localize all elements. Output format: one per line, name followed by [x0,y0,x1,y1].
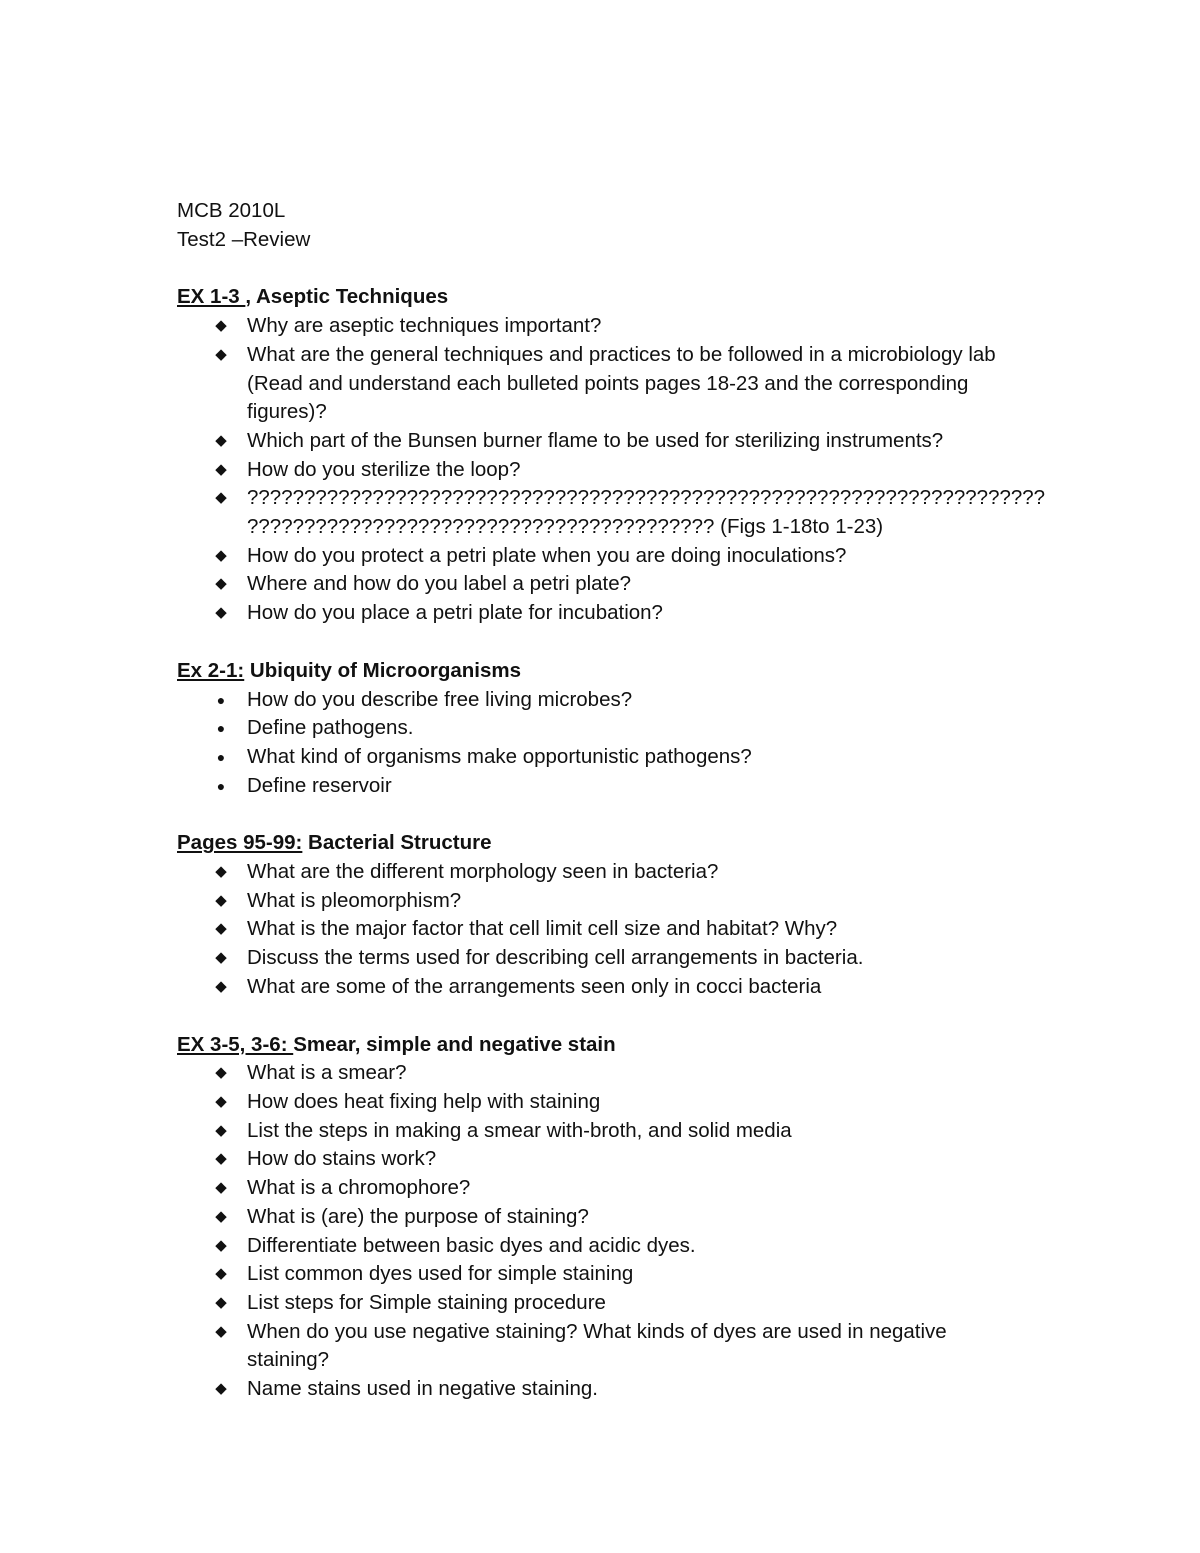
question-text: Which part of the Bunsen burner flame to be used for sterilizing instruments? [247,428,944,452]
question-list [177,312,1057,628]
section-smear-staining [177,1031,1057,1404]
list-item [177,1318,1057,1375]
diamond-bullet-icon: ◆ [215,1322,227,1340]
section-heading [177,283,1057,312]
diamond-bullet-icon: ◆ [215,1207,227,1225]
list-item [177,1232,1057,1261]
diamond-bullet-icon: ◆ [215,1293,227,1311]
diamond-bullet-icon: ◆ [215,863,227,881]
list-item [177,1375,1057,1404]
question-text: What are some of the arrangements seen only in cocci bacteria [247,974,822,998]
question-text: What is the major factor that cell limit cell size and habitat? Why? [247,917,838,941]
question-text: Discuss the terms used for describing cell arrangements in bacteria. [247,946,864,970]
list-item [177,312,1057,341]
section-title: Smear, simple and negative stain [293,1032,616,1056]
question-text: List the steps in making a smear with-broth, and solid media [247,1118,792,1142]
question-text: How do you protect a petri plate when you are doing inoculations? [247,543,847,567]
diamond-bullet-icon: ◆ [215,1380,227,1398]
dot-bullet-icon: ● [216,720,226,737]
question-text: Why are aseptic techniques important? [247,314,602,338]
diamond-bullet-icon: ◆ [215,460,227,478]
list-item [177,973,1057,1002]
list-item [177,686,1057,715]
list-item [177,456,1057,485]
diamond-bullet-icon: ◆ [215,1064,227,1082]
diamond-bullet-icon: ◆ [215,977,227,995]
diamond-bullet-icon: ◆ [215,431,227,449]
diamond-bullet-icon: ◆ [215,1092,227,1110]
diamond-bullet-icon: ◆ [215,345,227,363]
diamond-bullet-icon: ◆ [215,489,227,507]
list-item [177,1088,1057,1117]
section-aseptic-techniques [177,283,1057,627]
dot-bullet-icon: ● [216,777,226,794]
question-text: How do you describe free living microbes? [247,687,633,711]
document-body [177,197,1057,1404]
section-title: Bacterial Structure [302,831,492,855]
list-item [177,1174,1057,1203]
list-item [177,915,1057,944]
list-item [177,1260,1057,1289]
diamond-bullet-icon: ◆ [215,1265,227,1283]
question-text: Define reservoir [247,773,392,797]
section-heading [177,1031,1057,1060]
question-text: ?????????????????????????????????????????????????????????????????????? ????????????????????????????????????????? (Figs 1-18to 1-23) [247,486,1046,539]
question-text: What are the general techniques and practices to be followed in a microbiology lab (Read and understand each bulleted points pages 18-23 and the corresponding figures)? [247,342,996,424]
question-text: What are the different morphology seen in bacteria? [247,860,719,884]
section-code: Ex 2-1: [177,658,245,682]
document-subtitle: Test2 –Review [177,227,311,251]
list-item [177,743,1057,772]
list-item [177,887,1057,916]
question-list [177,858,1057,1002]
list-item [177,427,1057,456]
list-item [177,858,1057,887]
question-list [177,686,1057,801]
section-heading [177,829,1057,858]
question-text: List common dyes used for simple staining [247,1262,634,1286]
section-ubiquity [177,657,1057,801]
list-item [177,1117,1057,1146]
list-item [177,1203,1057,1232]
question-text: List steps for Simple staining procedure [247,1290,606,1314]
diamond-bullet-icon: ◆ [215,891,227,909]
question-text: How does heat fixing help with staining [247,1089,601,1113]
diamond-bullet-icon: ◆ [215,575,227,593]
section-title: Ubiquity of Microorganisms [244,658,522,682]
question-text: What is pleomorphism? [247,888,462,912]
course-code: MCB 2010L [177,199,286,222]
question-text: When do you use negative staining? What kinds of dyes are used in negative staining? [247,1319,947,1372]
diamond-bullet-icon: ◆ [215,317,227,335]
list-item [177,1145,1057,1174]
diamond-bullet-icon: ◆ [215,604,227,622]
question-text: How do stains work? [247,1147,437,1171]
question-text: What is a smear? [247,1061,407,1085]
diamond-bullet-icon: ◆ [215,949,227,967]
diamond-bullet-icon: ◆ [215,1121,227,1139]
question-text: Differentiate between basic dyes and acidic dyes. [247,1233,696,1257]
list-item [177,1289,1057,1318]
section-code: Pages 95-99: [177,831,303,855]
diamond-bullet-icon: ◆ [215,920,227,938]
list-item [177,1059,1057,1088]
question-text: What kind of organisms make opportunistic pathogens? [247,744,752,768]
diamond-bullet-icon: ◆ [215,1150,227,1168]
question-text: How do you place a petri plate for incubation? [247,601,663,625]
question-text: What is a chromophore? [247,1176,471,1200]
section-bacterial-structure [177,829,1057,1001]
diamond-bullet-icon: ◆ [215,1179,227,1197]
section-code: EX 3-5, 3-6: [177,1032,294,1056]
list-item [177,944,1057,973]
list-item [177,599,1057,628]
dot-bullet-icon: ● [216,748,226,765]
diamond-bullet-icon: ◆ [215,1236,227,1254]
question-text: What is (are) the purpose of staining? [247,1204,589,1228]
diamond-bullet-icon: ◆ [215,546,227,564]
question-text: Where and how do you label a petri plate? [247,572,632,596]
list-item [177,542,1057,571]
list-item [177,484,1057,541]
question-text: Define pathogens. [247,716,414,740]
section-code: EX 1-3 [177,285,246,309]
list-item [177,772,1057,801]
question-text: Name stains used in negative staining. [247,1377,598,1401]
section-heading [177,657,1057,686]
section-title: , Aseptic Techniques [245,285,449,309]
dot-bullet-icon: ● [216,691,226,708]
list-item [177,341,1057,427]
question-list [177,1059,1057,1403]
question-text: How do you sterilize the loop? [247,457,521,481]
list-item [177,570,1057,599]
list-item [177,714,1057,743]
